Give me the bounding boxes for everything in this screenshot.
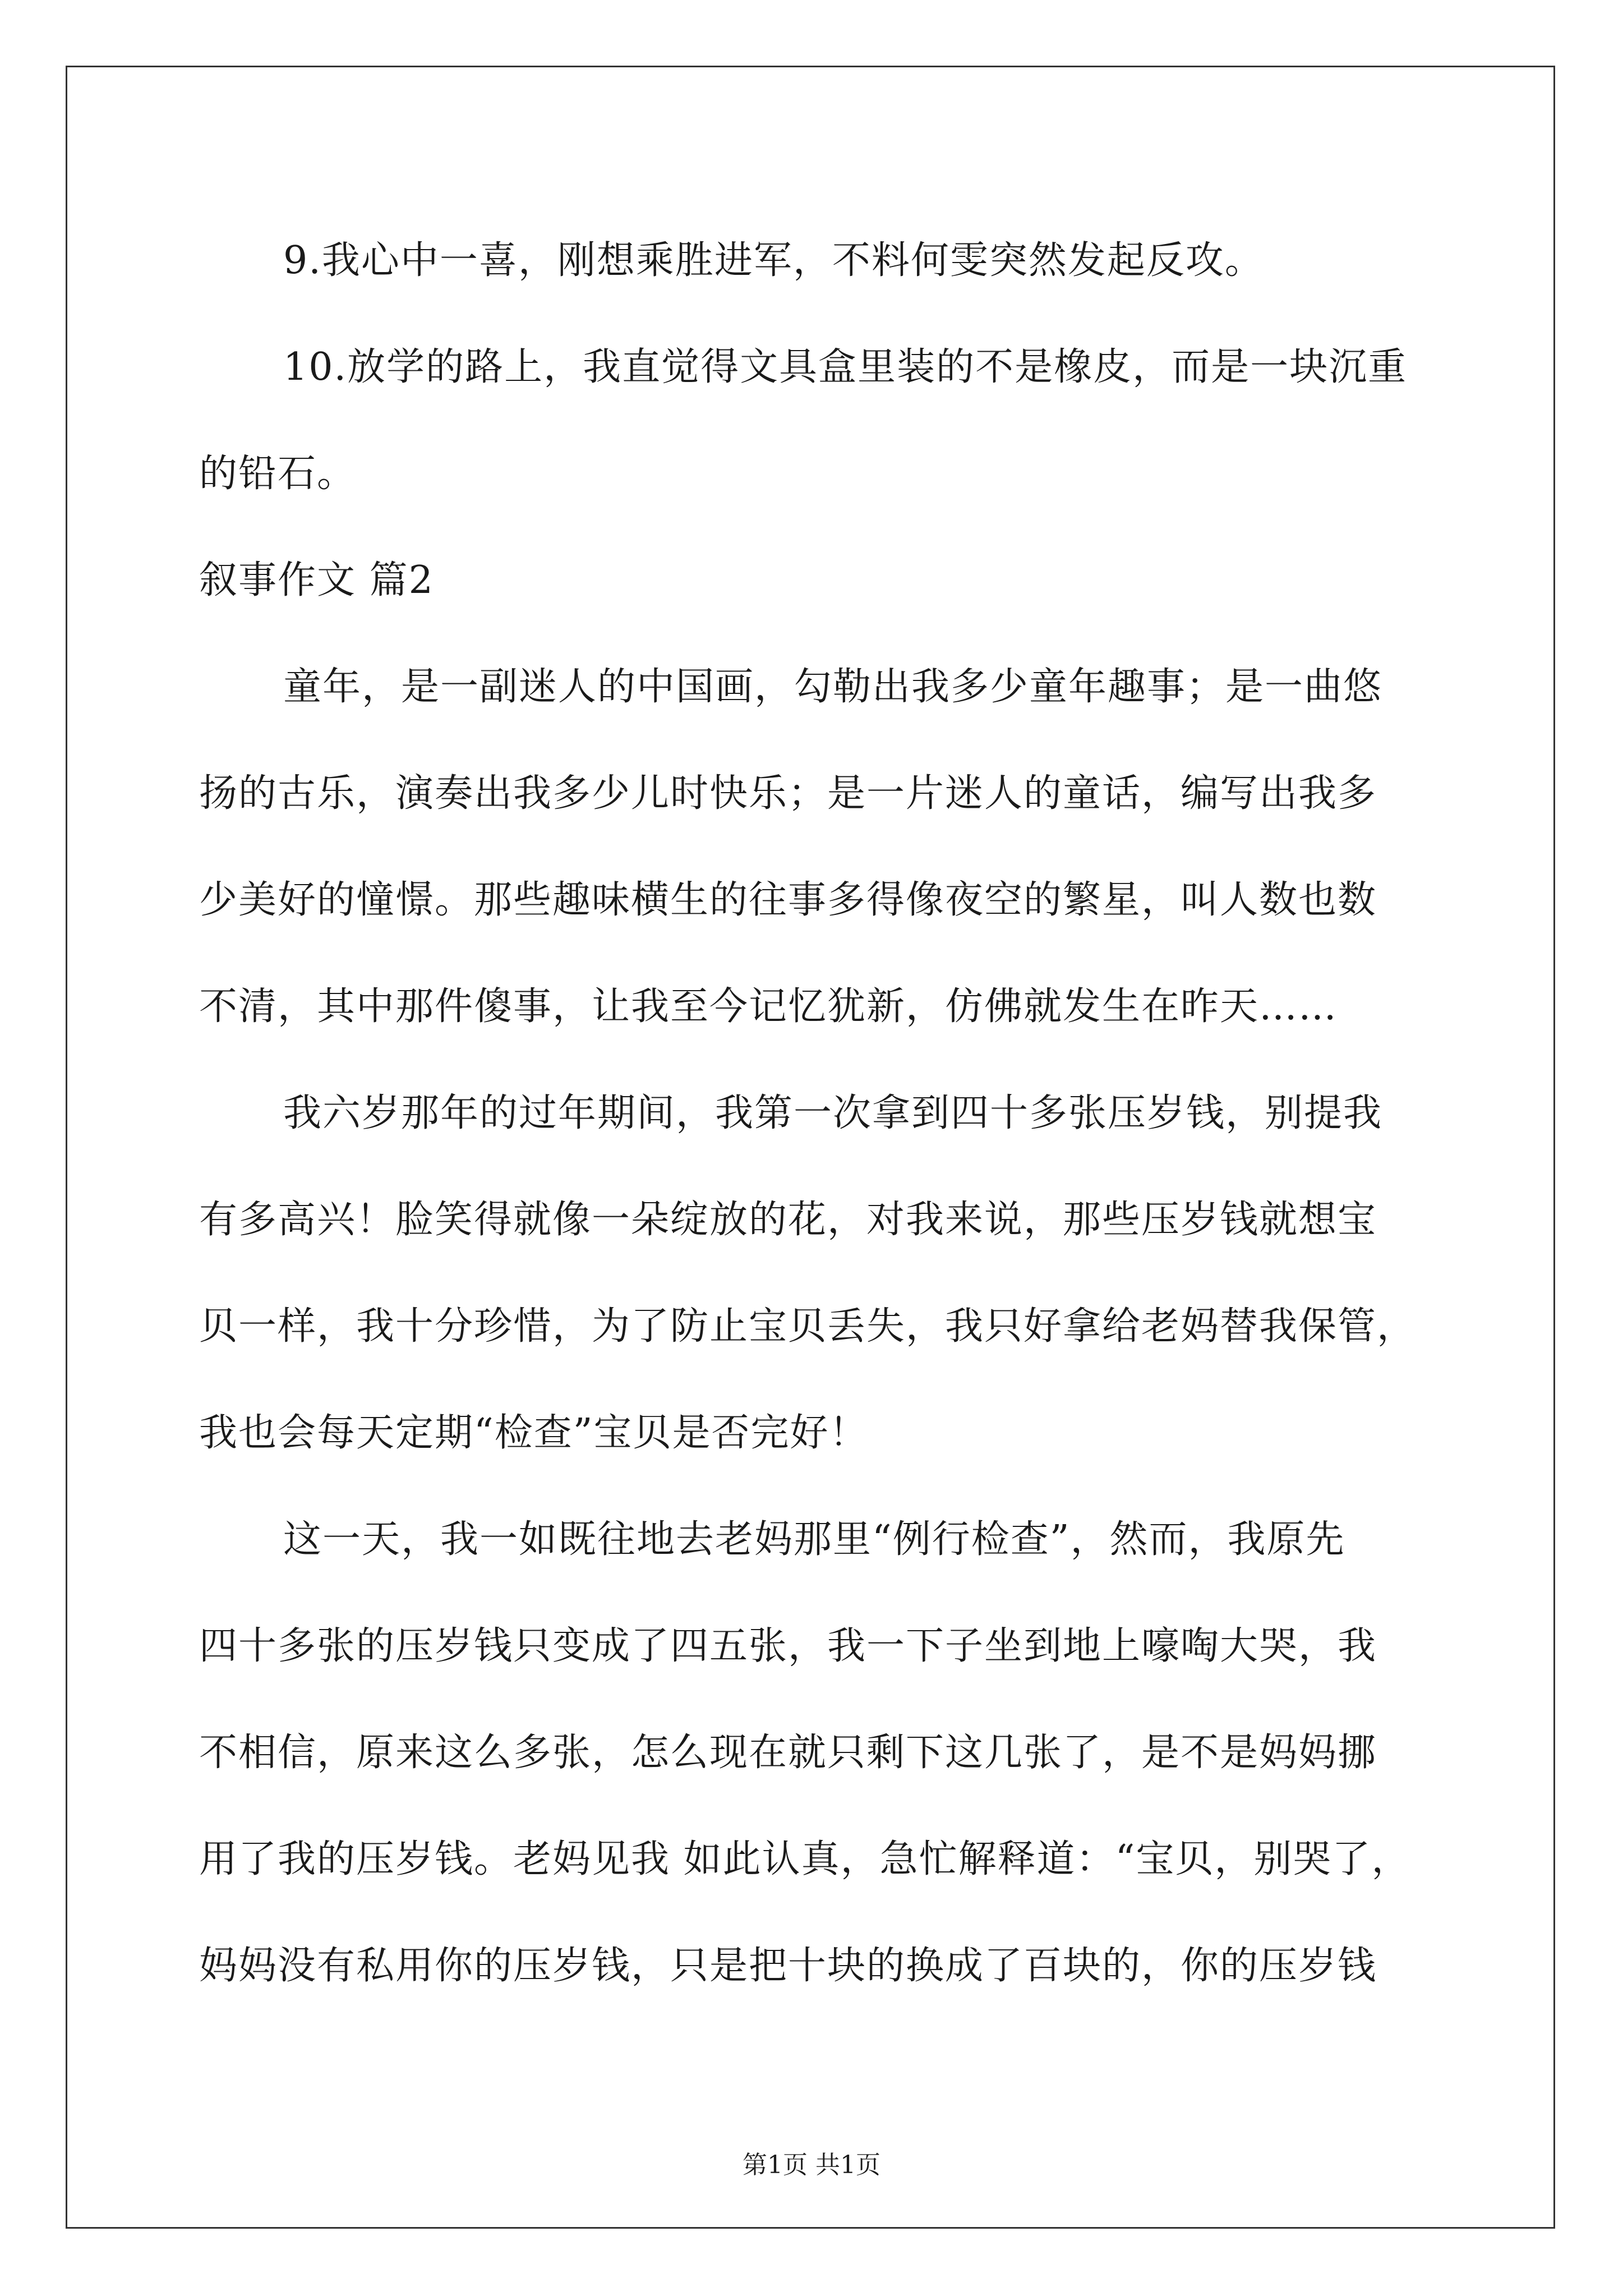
text-line-17: 妈妈没有私用你的压岁钱，只是把十块的换成了百块的，你的压岁钱 [199, 1944, 1377, 1988]
text-line-10: 有多高兴！脸笑得就像一朵绽放的花，对我来说，那些压岁钱就想宝 [199, 1198, 1377, 1242]
page-footer: 第1页 共1页 [743, 2151, 880, 2179]
text-line-6: 扬的古乐，演奏出我多少儿时快乐；是一片迷人的童话，编写出我多 [199, 771, 1377, 816]
text-line-7: 少美好的憧憬。那些趣味横生的往事多得像夜空的繁星，叫人数也数 [199, 878, 1377, 922]
text-line-2: 10.放学的路上，我直觉得文具盒里装的不是橡皮，而是一块沉重 [283, 345, 1408, 389]
text-line-5: 童年，是一副迷人的中国画，勾勒出我多少童年趣事；是一曲悠 [283, 665, 1383, 709]
text-line-13: 这一天，我一如既往地去老妈那里“例行检查”，然而，我原先 [283, 1517, 1345, 1562]
text-line-9: 我六岁那年的过年期间，我第一次拿到四十多张压岁钱，别提我 [283, 1091, 1383, 1135]
text-line-16: 用了我的压岁钱。老妈见我 如此认真，急忙解释道：“宝贝，别哭了， [199, 1837, 1411, 1881]
text-line-14: 四十多张的压岁钱只变成了四五张，我一下子坐到地上嚎啕大哭，我 [199, 1624, 1377, 1668]
text-line-11: 贝一样，我十分珍惜，为了防止宝贝丢失，我只好拿给老妈替我保管， [199, 1304, 1417, 1349]
section-heading: 叙事作文 篇2 [199, 558, 434, 602]
text-line-3: 的铅石。 [199, 452, 357, 496]
text-line-15: 不相信，原来这么多张，怎么现在就只剩下这几张了，是不是妈妈挪 [199, 1731, 1377, 1775]
text-line-8: 不清，其中那件傻事，让我至今记忆犹新，仿佛就发生在昨天…… [199, 984, 1338, 1029]
text-line-1: 9.我心中一喜，刚想乘胜进军，不料何雯突然发起反攻。 [283, 238, 1264, 283]
text-line-12: 我也会每天定期“检查”宝贝是否完好！ [199, 1411, 869, 1455]
